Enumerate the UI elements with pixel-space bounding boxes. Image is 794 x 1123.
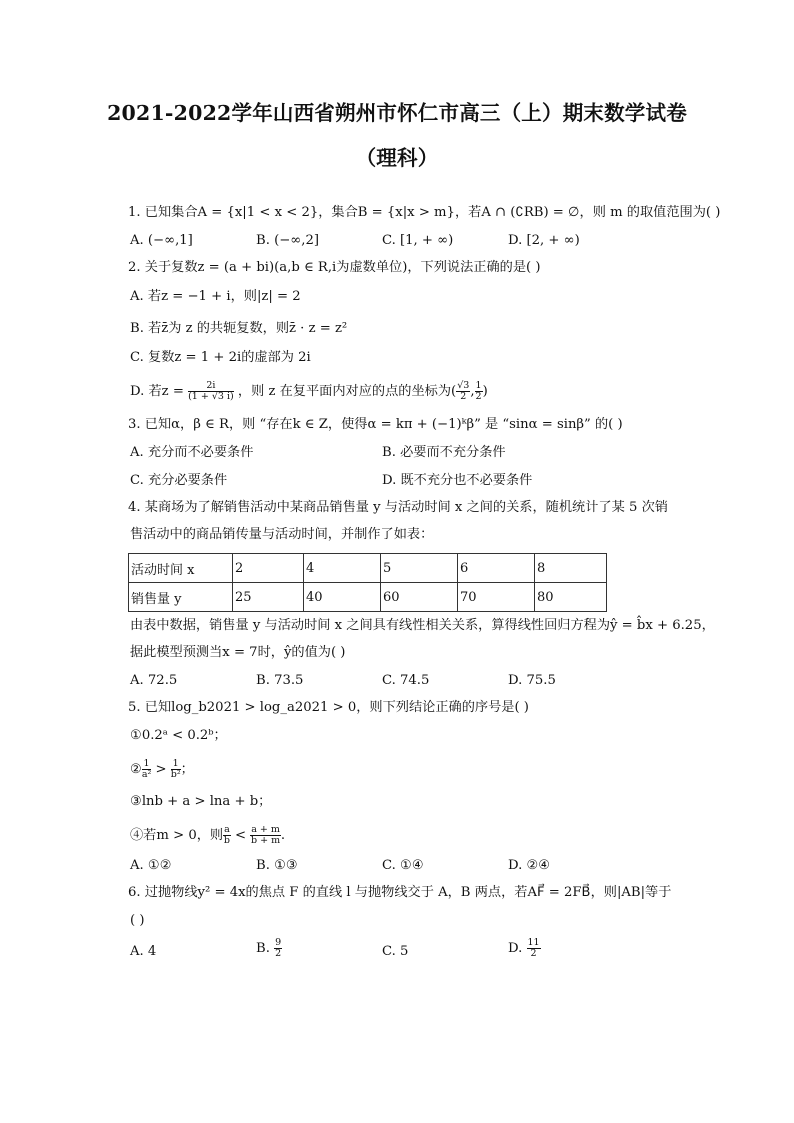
table-cell: 60 (381, 583, 458, 612)
question-1-stem: 1. 已知集合A = {x|1 < x < 2}，集合B = {x|x > m}，若A ∩ (∁RB) = ∅，则 m 的取值范围为( ) (128, 205, 721, 220)
question-1-option-d: D. [2, + ∞) (508, 233, 580, 248)
question-1-option-b: B. (−∞,2] (256, 233, 319, 248)
question-5-item-4: ④若m > 0，则 $\frac{a}{b}$ < $\frac{a + m}{b + m}$ . (130, 824, 286, 846)
question-5-stem: 5. 已知log_b2021 > log_a2021 > 0，则下列结论正确的序号是( ) (128, 700, 529, 715)
question-6-stem: 6. 过抛物线y² = 4x的焦点 F 的直线 l 与抛物线交于 A，B 两点，若AF⃗ = 2FB⃗，则|AB|等于 (128, 885, 672, 900)
table-cell: 销售量 y (129, 583, 233, 612)
question-1-option-c: C. [1, + ∞) (382, 233, 454, 248)
question-2-option-b: B. 若z̄为 z 的共轭复数，则z̄ · z = z² (130, 321, 348, 336)
question-6-option-d: D. $\frac{11}{2}$ (508, 937, 540, 959)
table-row (129, 554, 607, 583)
table-cell: 5 (381, 554, 458, 583)
table-cell: 活动时间 x (129, 554, 233, 583)
question-5-option-b: B. ①③ (256, 858, 298, 873)
table-cell: 80 (535, 583, 607, 612)
question-6-option-a: A. 4 (130, 944, 157, 959)
question-5-item-2: ② $\frac{1}{\text{a²}}$ > $\frac{1}{\text{b²}}$ ； (130, 758, 194, 780)
table-cell: 4 (304, 554, 381, 583)
question-4-stem-line2: 售活动中的商品销传量与活动时间，并制作了如表： (130, 527, 434, 542)
question-2-stem: 2. 关于复数z = (a + bi)(a,b ∈ R,i为虚数单位)，下列说法正确的是( ) (128, 260, 541, 275)
question-5-item-1: ①0.2ᵃ < 0.2ᵇ； (130, 728, 227, 743)
question-4-regression-text: 由表中数据，销售量 y 与活动时间 x 之间具有线性相关关系，算得线性回归方程为ŷ = b̂x + 6.25， (130, 618, 715, 633)
question-3-stem: 3. 已知α，β ∈ R，则 “存在k ∈ Z，使得α = kπ + (−1)ᵏβ” 是 “sinα = sinβ” 的( ) (128, 417, 623, 432)
sales-data-table (128, 553, 607, 612)
question-2-option-c: C. 复数z = 1 + 2i的虚部为 2i (130, 350, 311, 365)
question-3-option-a: A. 充分而不必要条件 (130, 445, 254, 460)
exam-subtitle: （理科） (355, 146, 439, 170)
table-cell: 70 (458, 583, 535, 612)
question-2-option-a: A. 若z = −1 + i，则|z| = 2 (130, 289, 301, 304)
table-cell: 25 (233, 583, 304, 612)
question-6-option-c: C. 5 (382, 944, 409, 959)
question-3-option-d: D. 既不充分也不必要条件 (382, 473, 533, 488)
table-cell: 8 (535, 554, 607, 583)
question-6-answer-paren: ( ) (130, 913, 145, 928)
question-5-option-d: D. ②④ (508, 858, 551, 873)
table-cell: 40 (304, 583, 381, 612)
question-2-option-d: D. 若z = $\frac{2i}{(1 + √3 i)}$ ，则 z 在复平面内对应的点的坐标为( $\frac{√3}{2}$ , $\frac{1}{2}$ ) (130, 380, 488, 402)
question-4-option-c: C. 74.5 (382, 673, 430, 688)
exam-title: 2021-2022学年山西省朔州市怀仁市高三（上）期末数学试卷 (107, 101, 687, 125)
table-cell: 2 (233, 554, 304, 583)
table-row (129, 583, 607, 612)
question-5-option-a: A. ①② (130, 858, 172, 873)
question-4-option-d: D. 75.5 (508, 673, 556, 688)
question-5-item-3: ③lnb + a > lna + b； (130, 794, 272, 809)
question-4-option-a: A. 72.5 (130, 673, 178, 688)
question-6-option-b: B. $\frac{9}{2}$ (256, 937, 282, 959)
question-1-option-a: A. (−∞,1] (130, 233, 193, 248)
table-cell: 6 (458, 554, 535, 583)
question-3-option-b: B. 必要而不充分条件 (382, 445, 506, 460)
question-3-option-c: C. 充分必要条件 (130, 473, 228, 488)
question-4-prompt: 据此模型预测当x = 7时，ŷ的值为( ) (130, 645, 346, 660)
question-4-option-b: B. 73.5 (256, 673, 304, 688)
question-4-stem-line1: 4. 某商场为了解销售活动中某商品销售量 y 与活动时间 x 之间的关系，随机统计了某 5 次销 (128, 500, 668, 515)
question-5-option-c: C. ①④ (382, 858, 424, 873)
